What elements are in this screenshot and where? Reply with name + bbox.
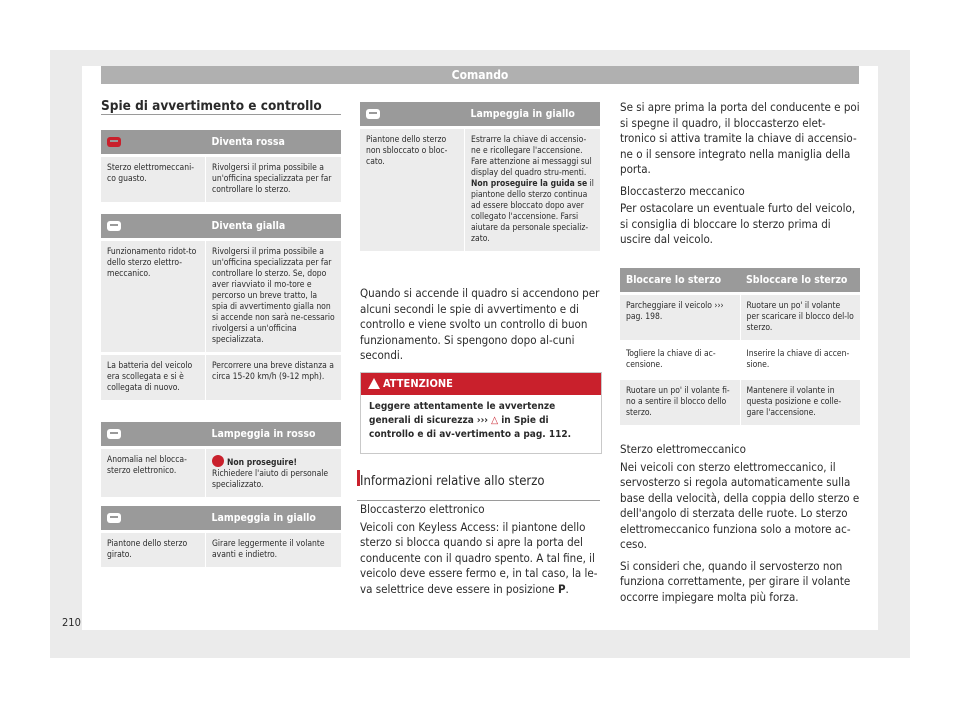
table-cell: Inserire la chiave di accen-sione.: [740, 342, 860, 379]
table-heading: Diventa gialla: [206, 214, 342, 240]
table-heading: Lampeggia in giallo: [206, 506, 342, 532]
table-cell: Togliere la chiave di ac-censione.: [620, 342, 740, 379]
col-header-unlock: Sbloccare lo sterzo: [740, 268, 860, 294]
table-cell: Ruotare un po' il volante fi-no a sentire il blocco dello sterzo.: [620, 379, 740, 426]
table-lampeggia-giallo-middle: [360, 102, 600, 251]
table-row: [101, 354, 341, 401]
action-cell: [206, 448, 342, 498]
cause-cell: La batteria del veicolo era scollegata e si è collegata di nuovo.: [101, 354, 206, 401]
gear-p: P: [557, 581, 566, 596]
table-cell: Ruotare un po' il volante per scaricare il blocco del-lo sterzo.: [740, 294, 860, 342]
right-column-top: [620, 100, 860, 254]
cause-cell: Sterzo elettromeccani-co guasto.: [101, 156, 206, 203]
action-cell: Girare leggermente il volante avanti e indietro.: [206, 532, 342, 568]
steering-warning-icon: [107, 429, 121, 439]
action-text: Richiedere l'aiuto di personale specializzato.: [212, 469, 329, 490]
period: .: [565, 581, 569, 596]
table-row: [101, 240, 341, 354]
action-cell: Rivolgersi il prima possibile a un'officina specializzata per far controllare lo sterzo. Se, dopo aver riavviato il mo-tore e percorso un breve tratto, la spia di avvertimento gialla non si accende non sarà ne-cessario rivolgersi a un'officina specializzata.: [206, 240, 342, 354]
table-lock-steering: [620, 268, 860, 425]
steering-warning-icon: [107, 513, 121, 523]
cause-cell: Funzionamento ridot-to dello sterzo elettro-meccanico.: [101, 240, 206, 354]
table-row: [101, 448, 341, 498]
info-title: Informazioni relative allo sterzo: [360, 474, 545, 489]
mech-paragraph: Per ostacolare un eventuale furto del veicolo, si consiglia di bloccare lo sterzo prima di uscire dal veicolo.: [620, 201, 856, 246]
table-diventa-rossa: [101, 130, 341, 202]
steering-warning-icon: [107, 137, 121, 147]
subheading: Bloccasterzo elettronico: [360, 502, 485, 516]
cause-cell: Piantone dello sterzo non sbloccato o bloc-cato.: [360, 128, 465, 252]
action-text-2: il piantone dello sterzo continua ad essere bloccato dopo aver collegato l'accensione. Farsi aiutare da personale specializ-zato.: [471, 179, 594, 244]
header-icon-cell: [101, 506, 206, 532]
electro-paragraph-1: Nei veicoli con sterzo elettromeccanico, il servosterzo si regola automaticamente sulla base della velocità, della coppia dello sterzo e dell'angolo di sterzata delle ruote. Lo sterzo elettromeccanico funziona solo a motore ac-ceso.: [620, 459, 860, 551]
warning-triangle-icon: [368, 378, 380, 389]
stop-warning-icon: [212, 455, 224, 467]
action-strong: Non proseguire la guida se: [471, 179, 588, 189]
chapter-header: Comando: [101, 66, 859, 84]
warning-triangle-inline-icon: △: [491, 415, 499, 426]
action-strong: Non proseguire!: [227, 458, 297, 468]
section-title: Spie di avvertimento e controllo: [101, 98, 322, 114]
paragraph: [360, 520, 602, 598]
middle-lower-block: [360, 502, 602, 603]
attention-title: ATTENZIONE: [383, 377, 453, 390]
attention-text-a: Leggere attentamente le avvertenze generali di sicurezza ›››: [369, 401, 556, 426]
attention-body: [361, 395, 601, 447]
electro-paragraph-2: Si consideri che, quando il servosterzo non funziona correttamente, per girare il volante occorre impiegare molta più forza.: [620, 558, 851, 604]
action-cell: Rivolgersi il prima possibile a un'officina specializzata per far controllare lo sterzo.: [206, 156, 342, 203]
table-lampeggia-giallo: [101, 506, 341, 567]
intro-paragraph: Se si apre prima la porta del conducente e poi si spegne il quadro, il bloccasterzo elet-tronico si attiva tramite la chiave di accensio-ne o il sensore integrato nella maniglia della porta.: [620, 100, 860, 176]
table-heading: Lampeggia in giallo: [465, 102, 601, 128]
table-lampeggia-rosso: [101, 422, 341, 497]
info-rule: [357, 500, 600, 501]
table-row: [101, 532, 341, 568]
page-number: 210: [62, 616, 81, 629]
power-on-paragraph: Quando si accende il quadro si accendono per alcuni secondi le spie di avvertimento e di controllo e viene svolto un controllo di buon funzionamento. Si spengono dopo al-cuni secondi.: [360, 286, 600, 362]
table-cell: Parcheggiare il veicolo ››› pag. 198.: [620, 294, 740, 342]
header-icon-cell: [101, 214, 206, 240]
subheading-mech: Bloccasterzo meccanico: [620, 183, 745, 198]
table-row: [360, 128, 600, 252]
right-column-bottom: [620, 442, 860, 611]
steering-warning-icon: [107, 221, 121, 231]
table-heading: Diventa rossa: [206, 130, 342, 156]
attention-header: [361, 373, 601, 395]
header-icon-cell: [101, 422, 206, 448]
table-row: [620, 294, 860, 342]
table-cell: Mantenere il volante in questa posizione e colle-gare l'accensione.: [740, 379, 860, 426]
action-cell: Percorrere una breve distanza a circa 15-20 km/h (9-12 mph).: [206, 354, 342, 401]
action-cell: [465, 128, 601, 252]
table-row: [620, 342, 860, 379]
attention-text-b[interactable]: in Spie di controllo e di av-vertimento a pag. 112.: [369, 415, 572, 440]
table-diventa-gialla: [101, 214, 341, 400]
attention-box: [360, 372, 602, 454]
action-text: Estrarre la chiave di accensio-ne e ricollegare l'accensione. Fare attenzione ai messaggi sul display del quadro stru-menti.: [471, 135, 592, 178]
table-row: [101, 156, 341, 203]
table-heading: Lampeggia in rosso: [206, 422, 342, 448]
steering-warning-icon: [366, 109, 380, 119]
header-icon-cell: [101, 130, 206, 156]
cause-cell: Anomalia nel blocca-sterzo elettronico.: [101, 448, 206, 498]
header-icon-cell: [360, 102, 465, 128]
keyless-text: Veicoli con Keyless Access: il piantone dello sterzo si blocca quando si apre la porta del conducente con il quadro spento. A tal fine, il veicolo deve essere fermo e, in tal caso, la le-va selettrice deve essere in posizione: [360, 519, 598, 596]
table-row: [620, 379, 860, 426]
cause-cell: Piantone dello sterzo girato.: [101, 532, 206, 568]
col-header-lock: Bloccare lo sterzo: [620, 268, 740, 294]
subheading-electro: Sterzo elettromeccanico: [620, 442, 746, 456]
section-rule: [101, 114, 341, 115]
